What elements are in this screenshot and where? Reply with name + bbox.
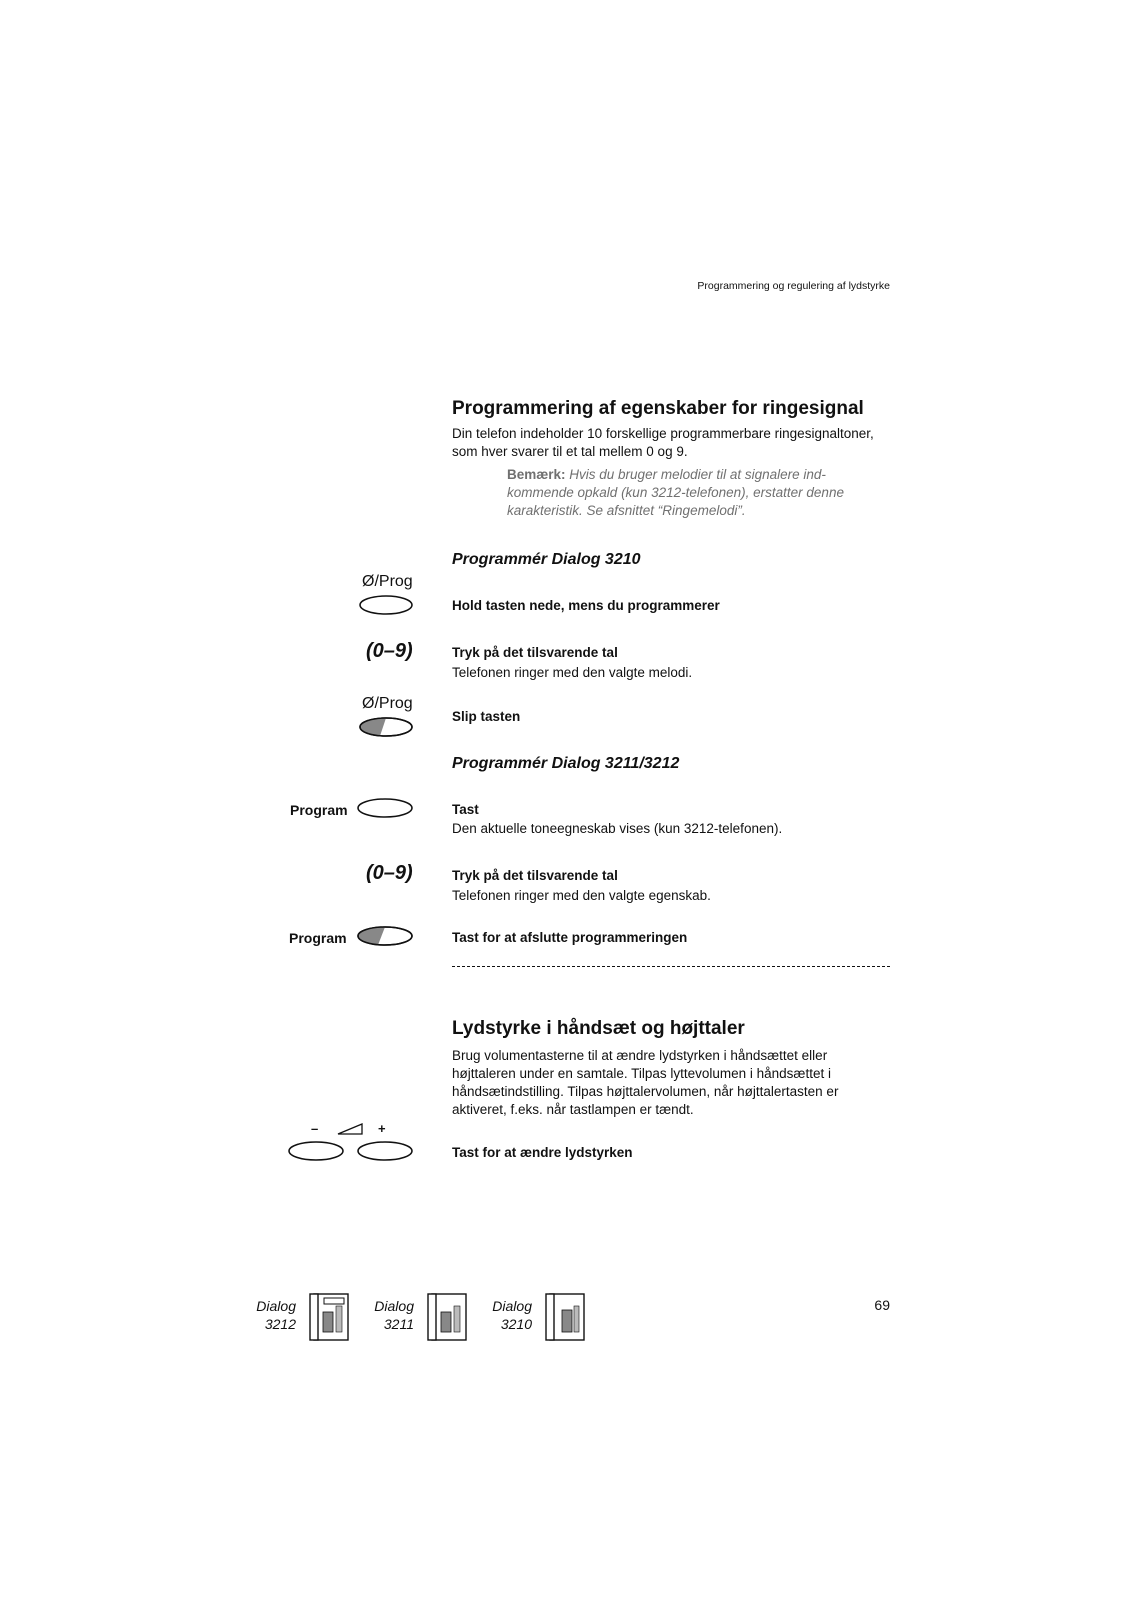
phone-3211-icon [426,1292,468,1342]
step-press-digit-3211: Tryk på det tilsvarende tal [452,868,618,883]
intro-line-1: Din telefon indeholder 10 forskellige programmerbare ringesignaltoner, [452,426,874,441]
footer-model-3210 [472,1297,532,1333]
volume-line-2: højttaleren under en samtale. Tilpas lyttevolumen i håndsættet i [452,1066,831,1081]
running-header: Programmering og regulering af lydstyrke [697,280,890,292]
program-key-label: Program [290,802,348,818]
footer-model-3211 [354,1297,414,1333]
page-number: 69 [874,1297,890,1313]
volume-down-key-icon [287,1140,345,1162]
program-key-pressed-icon [356,925,414,947]
footer-model-3212 [236,1297,296,1333]
section-title-ring-signal: Programmering af egenskaber for ringesignal [452,398,864,419]
phone-3212-icon [308,1292,350,1342]
footer-model-3212-line1: Dialog [256,1298,296,1314]
volume-line-4: aktiveret, f.eks. når tastlampen er tændt. [452,1102,694,1117]
step-end-programming: Tast for at afslutte programmeringen [452,930,688,945]
note-text-1: Hvis du bruger melodier til at signalere ind- [565,467,826,482]
prog-key-label-release: Ø/Prog [362,695,413,712]
prog-key-pressed-icon [358,716,414,738]
step-hold-key: Hold tasten nede, mens du programmerer [452,598,720,613]
step-release-key: Slip tasten [452,709,521,724]
prog-key-icon [358,594,414,616]
note-line-1 [507,466,826,484]
volume-plus-label: + [378,1121,386,1136]
subsection-title-3210: Programmér Dialog 3210 [452,551,641,568]
section-title-volume: Lydstyrke i håndsæt og højttaler [452,1018,745,1039]
phone-3210-icon [544,1292,586,1342]
volume-up-key-icon [356,1140,414,1162]
step-tast-desc: Den aktuelle toneegneskab vises (kun 3212-telefonen). [452,821,783,836]
volume-line-3: håndsætindstilling. Tilpas højttalervolumen, når højttalertasten er [452,1084,839,1099]
prog-key-label: Ø/Prog [362,573,413,590]
note-label: Bemærk: [507,467,566,482]
footer-model-3211-line1: Dialog [374,1298,414,1314]
intro-line-2: som hver svarer til et tal mellem 0 og 9. [452,444,688,459]
section-divider [452,966,890,967]
step-tast: Tast [452,802,479,817]
program-key-icon [356,797,414,819]
subsection-title-3211-3212: Programmér Dialog 3211/3212 [452,755,680,772]
volume-minus-label: – [311,1121,319,1136]
volume-line-1: Brug volumentasterne til at ændre lydstyrken i håndsættet eller [452,1048,828,1063]
footer-model-3210-line1: Dialog [492,1298,532,1314]
footer-model-3210-line2: 3210 [500,1316,532,1332]
program-key-label-end: Program [289,930,347,946]
digit-range-3210: (0–9) [366,640,413,662]
step-press-digit-desc-3211: Telefonen ringer med den valgte egenskab. [452,888,711,903]
step-press-digit-3210: Tryk på det tilsvarende tal [452,645,618,660]
step-change-volume: Tast for at ændre lydstyrken [452,1145,633,1160]
note-line-2: kommende opkald (kun 3212-telefonen), erstatter denne [507,485,844,500]
footer-model-3212-line2: 3212 [264,1316,296,1332]
digit-range-3211: (0–9) [366,862,413,884]
footer-model-3211-line2: 3211 [383,1316,414,1332]
volume-ramp-icon [336,1122,364,1136]
note-line-3: karakteristik. Se afsnittet “Ringemelodi”. [507,503,746,518]
step-press-digit-desc-3210: Telefonen ringer med den valgte melodi. [452,665,693,680]
